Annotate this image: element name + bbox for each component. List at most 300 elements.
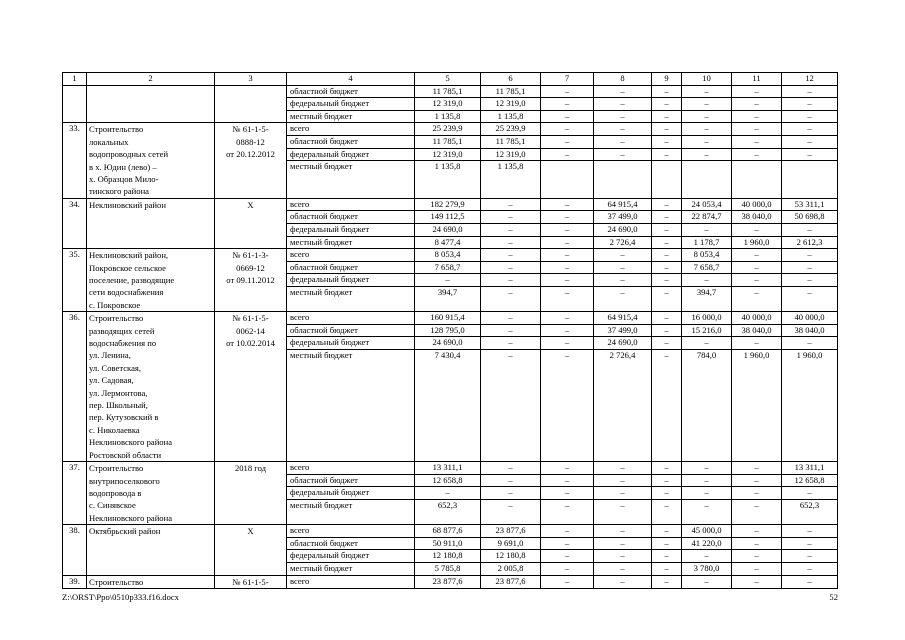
value-cell: – bbox=[682, 148, 732, 161]
value-cell: – bbox=[541, 261, 594, 274]
funding-source-label: всего bbox=[287, 198, 415, 211]
row-number: 39. bbox=[63, 575, 87, 588]
object-name bbox=[87, 312, 215, 462]
value-cell: – bbox=[732, 261, 782, 274]
value-cell: 40 000,0 bbox=[732, 198, 782, 211]
value-cell: – bbox=[782, 337, 838, 350]
value-cell: – bbox=[594, 136, 652, 149]
value-cell: 182 279,9 bbox=[415, 198, 481, 211]
value-cell: 40 000,0 bbox=[782, 312, 838, 325]
value-cell: – bbox=[732, 562, 782, 575]
funding-source-label: федеральный бюджет bbox=[287, 224, 415, 237]
permit-code-line: 0669-12 bbox=[236, 262, 265, 273]
value-cell: – bbox=[652, 123, 682, 136]
value-cell: – bbox=[782, 98, 838, 111]
value-cell: 64 915,4 bbox=[594, 312, 652, 325]
value-cell: – bbox=[594, 274, 652, 287]
object-name-line: с. Николаевка bbox=[89, 424, 140, 435]
value-cell: 1 135,8 bbox=[481, 161, 541, 199]
value-cell: 149 112,5 bbox=[415, 211, 481, 224]
permit-code-line: Х bbox=[247, 199, 254, 210]
value-cell: – bbox=[652, 324, 682, 337]
permit-code-line: 2018 год bbox=[234, 463, 267, 474]
funding-source-label: областной бюджет bbox=[287, 261, 415, 274]
value-cell: 128 795,0 bbox=[415, 324, 481, 337]
value-cell: – bbox=[594, 550, 652, 563]
value-cell: 1 135,8 bbox=[415, 161, 481, 199]
funding-source-label: всего bbox=[287, 575, 415, 588]
funding-source-label: федеральный бюджет bbox=[287, 98, 415, 111]
value-cell: 11 785,1 bbox=[481, 136, 541, 149]
value-cell: – bbox=[732, 575, 782, 588]
object-name-line: водопровода в bbox=[89, 487, 142, 498]
value-cell: 50 698,8 bbox=[782, 211, 838, 224]
value-cell: – bbox=[682, 474, 732, 487]
value-cell: – bbox=[782, 487, 838, 500]
funding-source-label: всего bbox=[287, 462, 415, 475]
object-name-line: пер. Кутузовский в bbox=[89, 412, 159, 423]
funding-source-label: областной бюджет bbox=[287, 537, 415, 550]
permit-code-line: № 61-1-5- bbox=[232, 576, 269, 587]
value-cell: 23 877,6 bbox=[481, 525, 541, 538]
value-cell: 1 135,8 bbox=[481, 110, 541, 123]
value-cell: – bbox=[782, 575, 838, 588]
value-cell: – bbox=[652, 261, 682, 274]
value-cell: – bbox=[782, 148, 838, 161]
object-name-line: локальных bbox=[89, 136, 129, 147]
value-cell bbox=[594, 161, 652, 199]
column-number-4: 4 bbox=[287, 73, 415, 86]
object-name-line: Ростовской области bbox=[89, 449, 162, 460]
value-cell: – bbox=[481, 312, 541, 325]
column-number-10: 10 bbox=[682, 73, 732, 86]
value-cell: 652,3 bbox=[415, 500, 481, 525]
value-cell: – bbox=[594, 537, 652, 550]
funding-source-label: местный бюджет bbox=[287, 350, 415, 462]
value-cell: 1 960,0 bbox=[732, 236, 782, 249]
funding-source-label: всего bbox=[287, 123, 415, 136]
row-number: 34. bbox=[63, 198, 87, 248]
value-cell: – bbox=[594, 562, 652, 575]
value-cell: – bbox=[481, 487, 541, 500]
value-cell: – bbox=[594, 487, 652, 500]
value-cell: – bbox=[782, 224, 838, 237]
value-cell: 38 040,0 bbox=[782, 324, 838, 337]
value-cell: – bbox=[541, 85, 594, 98]
value-cell: 2 726,4 bbox=[594, 350, 652, 462]
permit-code bbox=[215, 198, 287, 248]
column-number-12: 12 bbox=[782, 73, 838, 86]
row-number: 37. bbox=[63, 462, 87, 525]
value-cell: – bbox=[541, 224, 594, 237]
value-cell: – bbox=[652, 136, 682, 149]
column-number-11: 11 bbox=[732, 73, 782, 86]
value-cell: – bbox=[782, 123, 838, 136]
value-cell: – bbox=[481, 236, 541, 249]
permit-code bbox=[215, 462, 287, 525]
permit-code bbox=[215, 123, 287, 198]
value-cell: – bbox=[481, 324, 541, 337]
permit-code-line: от 09.11.2012 bbox=[226, 275, 275, 285]
permit-code-line: № 61-1-3- bbox=[232, 250, 269, 261]
value-cell: – bbox=[732, 274, 782, 287]
budget-table bbox=[62, 72, 838, 589]
funding-source-label: местный бюджет bbox=[287, 562, 415, 575]
value-cell: 12 180,8 bbox=[481, 550, 541, 563]
value-cell: – bbox=[732, 249, 782, 262]
value-cell: 12 180,8 bbox=[415, 550, 481, 563]
row-number: 36. bbox=[63, 312, 87, 462]
object-name-line: Строительство bbox=[89, 463, 144, 474]
value-cell: 1 135,8 bbox=[415, 110, 481, 123]
value-cell: – bbox=[732, 110, 782, 123]
funding-source-label: федеральный бюджет bbox=[287, 148, 415, 161]
value-cell: 5 785,8 bbox=[415, 562, 481, 575]
object-name-line: внутрипоселкового bbox=[89, 475, 160, 486]
value-cell: – bbox=[652, 575, 682, 588]
value-cell: – bbox=[782, 550, 838, 563]
value-cell: – bbox=[652, 198, 682, 211]
permit-code-line: 0888-12 bbox=[236, 136, 265, 147]
value-cell: 652,3 bbox=[782, 500, 838, 525]
value-cell: 11 785,1 bbox=[415, 85, 481, 98]
value-cell: – bbox=[481, 462, 541, 475]
value-cell: 1 178,7 bbox=[682, 236, 732, 249]
object-name bbox=[87, 123, 215, 198]
object-name-line: тинского района bbox=[89, 186, 149, 197]
value-cell: 25 239,9 bbox=[415, 123, 481, 136]
value-cell: – bbox=[782, 274, 838, 287]
value-cell: – bbox=[732, 487, 782, 500]
table-row bbox=[63, 198, 838, 211]
value-cell: – bbox=[682, 337, 732, 350]
column-number-3: 3 bbox=[215, 73, 287, 86]
object-name bbox=[87, 249, 215, 312]
value-cell: – bbox=[541, 550, 594, 563]
value-cell: – bbox=[541, 211, 594, 224]
value-cell: – bbox=[682, 575, 732, 588]
value-cell: – bbox=[541, 324, 594, 337]
value-cell: – bbox=[732, 123, 782, 136]
object-name-line: разводящих сетей bbox=[89, 325, 155, 336]
value-cell: 9 691,0 bbox=[481, 537, 541, 550]
funding-source-label: всего bbox=[287, 312, 415, 325]
value-cell: – bbox=[652, 350, 682, 462]
value-cell: – bbox=[652, 537, 682, 550]
value-cell: 40 000,0 bbox=[732, 312, 782, 325]
column-number-2: 2 bbox=[87, 73, 215, 86]
value-cell: – bbox=[652, 525, 682, 538]
value-cell: – bbox=[481, 198, 541, 211]
object-name-line: Неклиновского района bbox=[89, 437, 173, 448]
value-cell: – bbox=[541, 148, 594, 161]
value-cell: – bbox=[782, 287, 838, 312]
object-name-line: Неклиновский район, bbox=[89, 250, 169, 261]
object-name-line: Покровское сельское bbox=[89, 262, 166, 273]
object-name-line: Строительство bbox=[89, 576, 144, 587]
value-cell: – bbox=[732, 537, 782, 550]
header-row bbox=[63, 73, 838, 86]
value-cell bbox=[541, 161, 594, 199]
object-name-line: с. Синявское bbox=[89, 500, 136, 511]
value-cell: 394,7 bbox=[682, 287, 732, 312]
value-cell: 41 220,0 bbox=[682, 537, 732, 550]
funding-source-label: областной бюджет bbox=[287, 85, 415, 98]
value-cell: – bbox=[652, 85, 682, 98]
value-cell: – bbox=[541, 575, 594, 588]
value-cell: – bbox=[541, 98, 594, 111]
funding-source-label: федеральный бюджет bbox=[287, 550, 415, 563]
value-cell: – bbox=[652, 287, 682, 312]
value-cell: – bbox=[652, 110, 682, 123]
value-cell: – bbox=[541, 337, 594, 350]
value-cell: 24 690,0 bbox=[594, 337, 652, 350]
value-cell: – bbox=[481, 287, 541, 312]
value-cell: – bbox=[782, 261, 838, 274]
value-cell: – bbox=[652, 550, 682, 563]
funding-source-label: всего bbox=[287, 525, 415, 538]
value-cell: – bbox=[652, 500, 682, 525]
object-name-line: водопроводных сетей bbox=[89, 149, 169, 160]
value-cell: 394,7 bbox=[415, 287, 481, 312]
permit-code-line: № 61-1-5- bbox=[232, 313, 269, 324]
object-name-line: ул. Садовая, bbox=[89, 375, 134, 386]
value-cell: 160 915,4 bbox=[415, 312, 481, 325]
column-number-8: 8 bbox=[594, 73, 652, 86]
value-cell bbox=[782, 161, 838, 199]
value-cell: – bbox=[652, 462, 682, 475]
value-cell: – bbox=[682, 123, 732, 136]
footer-file-path: Z:\ORST\Ppo\0510p333.f16.docx bbox=[62, 592, 179, 602]
object-name bbox=[87, 525, 215, 575]
value-cell: – bbox=[481, 261, 541, 274]
continued-number-cell bbox=[63, 85, 87, 123]
value-cell: – bbox=[782, 525, 838, 538]
value-cell: – bbox=[652, 312, 682, 325]
value-cell: 784,0 bbox=[682, 350, 732, 462]
value-cell: – bbox=[541, 274, 594, 287]
object-name-line: сети водоснабжения bbox=[89, 287, 164, 298]
value-cell: – bbox=[594, 249, 652, 262]
object-name bbox=[87, 198, 215, 248]
value-cell: – bbox=[594, 500, 652, 525]
object-name-line: Строительство bbox=[89, 313, 144, 324]
value-cell: 2 726,4 bbox=[594, 236, 652, 249]
value-cell: 11 785,1 bbox=[415, 136, 481, 149]
value-cell: – bbox=[481, 274, 541, 287]
value-cell: – bbox=[594, 98, 652, 111]
funding-source-label: всего bbox=[287, 249, 415, 262]
value-cell: – bbox=[541, 474, 594, 487]
value-cell: 64 915,4 bbox=[594, 198, 652, 211]
column-number-1: 1 bbox=[63, 73, 87, 86]
value-cell: 2 005,8 bbox=[481, 562, 541, 575]
value-cell: – bbox=[682, 274, 732, 287]
column-number-7: 7 bbox=[541, 73, 594, 86]
funding-source-label: местный бюджет bbox=[287, 161, 415, 199]
value-cell: 8 053,4 bbox=[415, 249, 481, 262]
value-cell: 24 690,0 bbox=[415, 337, 481, 350]
table-row bbox=[63, 123, 838, 136]
value-cell: – bbox=[732, 136, 782, 149]
value-cell: 13 311,1 bbox=[415, 462, 481, 475]
permit-code-line: от 20.12.2012 bbox=[226, 149, 275, 160]
continued-name-cell bbox=[87, 85, 215, 123]
value-cell: – bbox=[541, 110, 594, 123]
permit-code-line: Х bbox=[247, 526, 254, 537]
value-cell: – bbox=[682, 136, 732, 149]
value-cell: 25 239,9 bbox=[481, 123, 541, 136]
value-cell: – bbox=[594, 525, 652, 538]
funding-source-label: областной бюджет bbox=[287, 136, 415, 149]
funding-source-label: местный бюджет bbox=[287, 110, 415, 123]
value-cell: 24 053,4 bbox=[682, 198, 732, 211]
table-row bbox=[63, 525, 838, 538]
value-cell: – bbox=[481, 224, 541, 237]
value-cell: 23 877,6 bbox=[415, 575, 481, 588]
table-row bbox=[63, 575, 838, 588]
value-cell: – bbox=[732, 462, 782, 475]
value-cell: – bbox=[782, 537, 838, 550]
value-cell: 16 000,0 bbox=[682, 312, 732, 325]
value-cell: – bbox=[594, 474, 652, 487]
value-cell: – bbox=[541, 123, 594, 136]
object-name-line: ул. Советская, bbox=[89, 362, 141, 373]
value-cell: – bbox=[541, 537, 594, 550]
value-cell: – bbox=[541, 236, 594, 249]
value-cell: – bbox=[541, 312, 594, 325]
value-cell: – bbox=[481, 211, 541, 224]
permit-code-line: 0062-14 bbox=[236, 325, 265, 336]
value-cell: 12 319,0 bbox=[481, 98, 541, 111]
object-name-line: ул. Лермонтова, bbox=[89, 387, 148, 398]
value-cell: – bbox=[481, 474, 541, 487]
value-cell: 68 877,6 bbox=[415, 525, 481, 538]
value-cell: – bbox=[732, 474, 782, 487]
value-cell: – bbox=[481, 500, 541, 525]
value-cell: – bbox=[652, 274, 682, 287]
object-name bbox=[87, 462, 215, 525]
funding-source-label: местный бюджет bbox=[287, 236, 415, 249]
footer-page-number: 52 bbox=[829, 592, 838, 602]
value-cell: 8 477,4 bbox=[415, 236, 481, 249]
value-cell: – bbox=[594, 148, 652, 161]
value-cell: 1 960,0 bbox=[732, 350, 782, 462]
permit-code bbox=[215, 249, 287, 312]
table-row bbox=[63, 85, 838, 98]
value-cell: – bbox=[732, 550, 782, 563]
value-cell: – bbox=[481, 350, 541, 462]
column-number-9: 9 bbox=[652, 73, 682, 86]
value-cell: – bbox=[652, 474, 682, 487]
object-name-line: в х. Юдин (лево) – bbox=[89, 161, 157, 172]
permit-code bbox=[215, 575, 287, 588]
table-row bbox=[63, 249, 838, 262]
value-cell: – bbox=[652, 224, 682, 237]
value-cell: 50 911,0 bbox=[415, 537, 481, 550]
value-cell: – bbox=[652, 249, 682, 262]
funding-source-label: федеральный бюджет bbox=[287, 487, 415, 500]
value-cell: 12 319,0 bbox=[415, 98, 481, 111]
funding-source-label: федеральный бюджет bbox=[287, 274, 415, 287]
value-cell: – bbox=[541, 562, 594, 575]
value-cell: – bbox=[541, 487, 594, 500]
value-cell: – bbox=[541, 287, 594, 312]
object-name-line: поселение, разводящие bbox=[89, 275, 175, 285]
object-name-line: Октябрьский район bbox=[89, 526, 161, 537]
value-cell: 37 499,0 bbox=[594, 211, 652, 224]
value-cell: – bbox=[782, 110, 838, 123]
object-name-line: пер. Школьный, bbox=[89, 400, 148, 411]
value-cell: 24 690,0 bbox=[594, 224, 652, 237]
value-cell: – bbox=[782, 85, 838, 98]
value-cell: 24 690,0 bbox=[415, 224, 481, 237]
funding-source-label: областной бюджет bbox=[287, 324, 415, 337]
value-cell: – bbox=[782, 136, 838, 149]
funding-source-label: областной бюджет bbox=[287, 211, 415, 224]
value-cell: – bbox=[682, 487, 732, 500]
value-cell: – bbox=[682, 110, 732, 123]
value-cell: 2 612,3 bbox=[782, 236, 838, 249]
value-cell: 12 319,0 bbox=[481, 148, 541, 161]
column-number-5: 5 bbox=[415, 73, 481, 86]
value-cell: – bbox=[415, 274, 481, 287]
value-cell: 12 319,0 bbox=[415, 148, 481, 161]
value-cell: – bbox=[541, 136, 594, 149]
value-cell: 12 658,8 bbox=[415, 474, 481, 487]
object-name-line: Неклиновский район bbox=[89, 199, 166, 210]
value-cell: – bbox=[652, 236, 682, 249]
value-cell bbox=[732, 161, 782, 199]
value-cell: – bbox=[481, 249, 541, 262]
value-cell: – bbox=[415, 487, 481, 500]
value-cell: 7 658,7 bbox=[682, 261, 732, 274]
value-cell: – bbox=[682, 550, 732, 563]
value-cell: – bbox=[594, 462, 652, 475]
funding-source-label: федеральный бюджет bbox=[287, 337, 415, 350]
value-cell: 23 877,6 bbox=[481, 575, 541, 588]
value-cell: – bbox=[594, 575, 652, 588]
value-cell: – bbox=[732, 287, 782, 312]
value-cell: – bbox=[541, 198, 594, 211]
object-name-line: Строительство bbox=[89, 124, 144, 135]
value-cell: – bbox=[732, 500, 782, 525]
value-cell: 13 311,1 bbox=[782, 462, 838, 475]
value-cell bbox=[682, 161, 732, 199]
value-cell: 7 430,4 bbox=[415, 350, 481, 462]
row-number: 35. bbox=[63, 249, 87, 312]
funding-source-label: местный бюджет bbox=[287, 500, 415, 525]
value-cell: – bbox=[594, 261, 652, 274]
value-cell: – bbox=[682, 98, 732, 111]
value-cell: – bbox=[541, 249, 594, 262]
value-cell: 38 040,0 bbox=[732, 324, 782, 337]
permit-code bbox=[215, 525, 287, 575]
value-cell: – bbox=[481, 337, 541, 350]
value-cell: 15 216,0 bbox=[682, 324, 732, 337]
object-name-line: ул. Ленина, bbox=[89, 350, 131, 361]
value-cell: 8 053,4 bbox=[682, 249, 732, 262]
value-cell: – bbox=[541, 350, 594, 462]
value-cell: – bbox=[732, 98, 782, 111]
object-name-line: водоснабжения по bbox=[89, 338, 157, 349]
object-name-line: с. Покровское bbox=[89, 299, 141, 310]
value-cell: – bbox=[594, 287, 652, 312]
funding-source-label: местный бюджет bbox=[287, 287, 415, 312]
value-cell: 11 785,1 bbox=[481, 85, 541, 98]
row-number: 33. bbox=[63, 123, 87, 198]
row-number: 38. bbox=[63, 525, 87, 575]
